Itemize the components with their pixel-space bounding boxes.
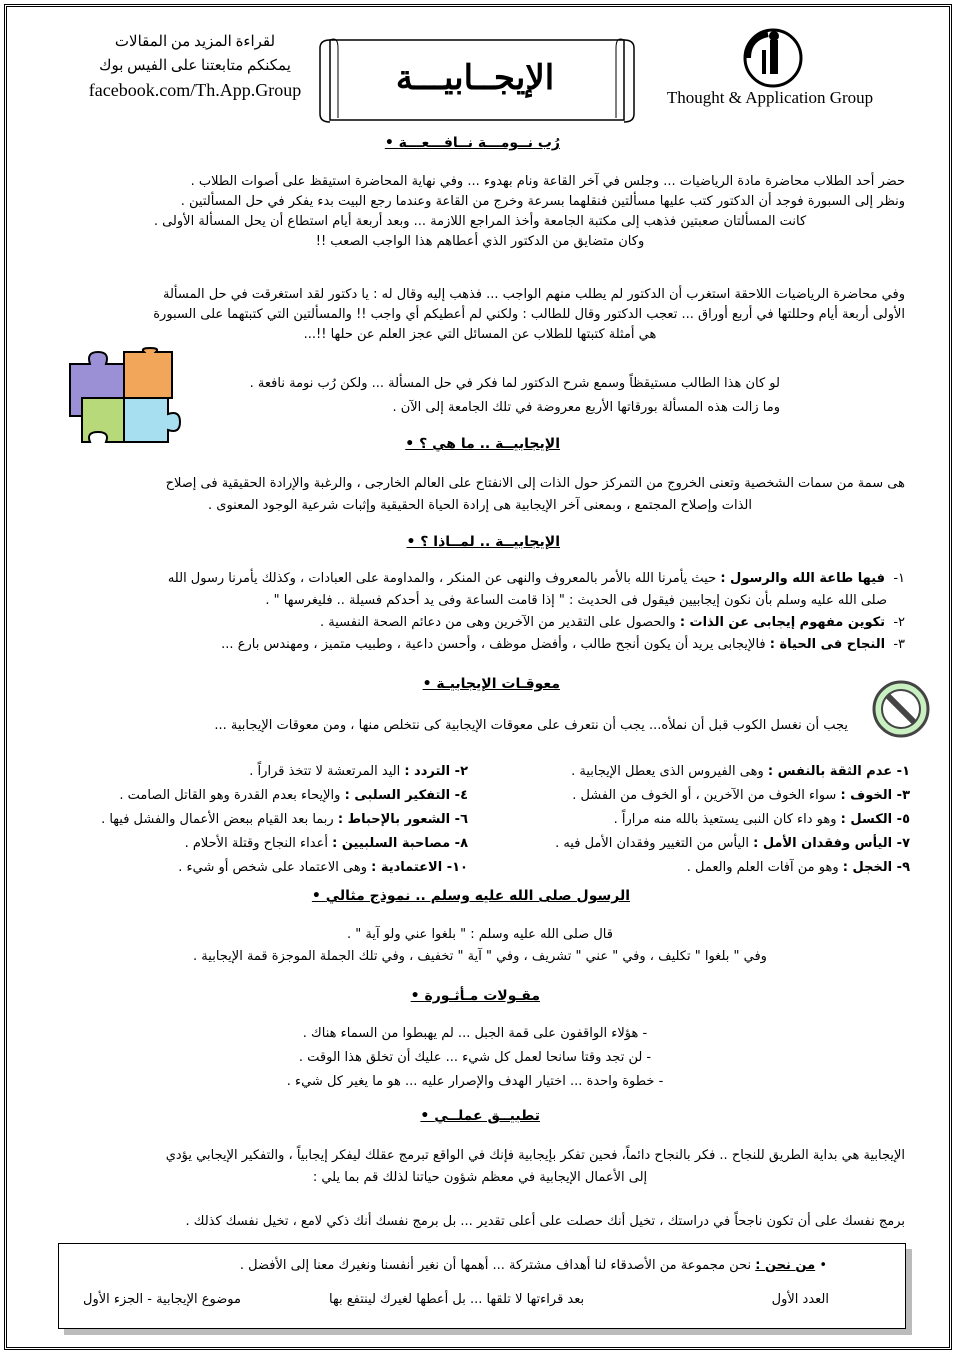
quote-item: - لن تجد وقتا سانحا لعمل كل شيء ... عليك أن تخلق هذا الوقت . bbox=[298, 1050, 652, 1065]
text-line: يجب أن نغسل الكوب قبل أن نملأه... يجب أن نتعرف على معوقات الإيجابية كى نتخلص منها ، ومن معوقات الإيجابية ... bbox=[214, 718, 848, 733]
obstacle-item bbox=[56, 784, 468, 808]
text-line: برمج نفسك على أن تكون ناجحاً في دراستك ، تخيل أنك حصلت على أعلى تقدير ... بل برمج نفسك أنك ذكي لامع ، تخيل نفسك كذلك . bbox=[185, 1214, 905, 1229]
who-text: نحن مجموعة من الأصدقاء لنا أهداف مشتركة ... أهمها أن نغير أنفسنا ونغيرك معنا إلى الأفضل . bbox=[239, 1258, 752, 1273]
text-line: وما زالت هذه المسألة بورقاتها الأربع معروضة في تلك الجامعة إلى الآن . bbox=[392, 400, 780, 415]
section-heading-practical: تطبيــق عملــي • bbox=[380, 1108, 540, 1124]
facebook-info bbox=[70, 30, 320, 102]
text-line: وفي " بلغوا " تكليف ، وفي " عني " تشريف ، وفي " آية " تخفيف ، وفي تلك الجملة الموجزة قمة الإيجابية . bbox=[193, 949, 767, 964]
text-line: كانت المسألتان صعبتين فذهب إلى مكتبة الجامعة وأخذ المراجع اللازمة ... وبعد أربعة أيام استطاع أن يحل المسألة الأولى . bbox=[153, 214, 807, 229]
text-line: الإيجابية هي بداية الطريق للنجاح .. فكر بالنجاح دائماً، فحين تفكر بإيجابية فإنك في الواقع تبرمج عقلك ليفكر إيجابياً ، والتفكير الإيجابي يؤدي bbox=[165, 1148, 905, 1163]
footer-box bbox=[58, 1243, 906, 1329]
section-heading-what-is: الإيجابيــة .. ما هي ؟ • bbox=[360, 436, 560, 452]
section-heading-useful-sleep: رُب نــومـــة نــافـــعـــة • bbox=[360, 135, 560, 151]
obstacle-key: ٢- التردد : bbox=[404, 764, 468, 779]
obstacle-item bbox=[480, 856, 910, 880]
item-number: ٣- bbox=[893, 637, 905, 652]
text-line: ونظر إلى السبورة فوجد أن الدكتور كتب عليها مسألتين فنقلهما بسرعة وخرج من القاعة وعندما رجع البيت بدء يفكر في حل المسألتين . bbox=[180, 194, 905, 209]
item-key: النجاح فى الحياة : bbox=[769, 637, 886, 652]
story-paragraph-3 bbox=[200, 372, 780, 420]
item-text: فالإيجابى يريد أن يكون أنجح طالب ، وأفضل موظف ، وأحسن داعية ، وطبيب متميز ، ومهندس بارع ... bbox=[221, 637, 766, 652]
no-sign-icon bbox=[870, 678, 932, 740]
quote-item: - خطوة واحدة ... اختيار الهدف والإصرار عليه ... هو ما يغير كل شيء . bbox=[286, 1074, 664, 1089]
obstacle-text: ربما بعد القيام ببعض الأعمال والفشل فيها . bbox=[101, 812, 334, 827]
fb-url[interactable]: facebook.com/Th.App.Group bbox=[88, 80, 302, 100]
obstacle-item bbox=[480, 784, 910, 808]
obstacles-left-column bbox=[56, 760, 468, 880]
list-item-continuation bbox=[55, 590, 905, 612]
obstacle-text: سواء الخوف من الآخرين ، أو الخوف من الفشل . bbox=[572, 788, 837, 803]
who-we-are: • من نحن : نحن مجموعة من الأصدقاء لنا أهداف مشتركة ... أهمها أن نغير أنفسنا ونغيرك معنا إلى الأفضل . bbox=[239, 1258, 827, 1273]
obstacle-item bbox=[480, 808, 910, 832]
obstacle-text: وهو داء كان النبى يستعيذ بالله منه مراراً . bbox=[613, 812, 837, 827]
quotes-list bbox=[240, 1022, 710, 1094]
obstacle-key: ١- عدم الثقة بالنفس : bbox=[767, 764, 910, 779]
reading-note: بعد قراءتها لا تلقها ... بل أعطها لغيرك لينتفع بها bbox=[329, 1292, 585, 1307]
obstacle-key: ٥- الكسل : bbox=[840, 812, 910, 827]
list-item bbox=[55, 568, 905, 590]
list-item bbox=[55, 612, 905, 634]
section-heading-prophet-model: الرسول صلى الله عليه وسلم .. نموذج مثالي • bbox=[300, 888, 630, 904]
list-item bbox=[55, 634, 905, 656]
obstacle-key: ٣- الخوف : bbox=[840, 788, 910, 803]
definition-paragraph bbox=[55, 472, 905, 516]
text-line: هي أمثلة كتبتها للطلاب عن المسائل التي عجز العلم عن حلها !!... bbox=[303, 327, 657, 342]
item-number: ١- bbox=[893, 571, 905, 586]
puzzle-icon bbox=[66, 346, 182, 446]
practical-tip bbox=[55, 1210, 905, 1234]
item-key: فيها طاعة الله والرسول : bbox=[720, 571, 886, 586]
page-title: الإيجــابيـــة bbox=[395, 58, 555, 98]
text-line: الذات وإصلاح المجتمع ، وبمعنى آخر الإيجابية هى إرادة الحياة الحقيقية وإثبات شرعية الوجود المعنوى . bbox=[208, 498, 752, 513]
fb-line2: يمكنكم متابعتنا على الفيس بوك bbox=[99, 58, 291, 74]
practical-paragraph bbox=[55, 1144, 905, 1188]
obstacles-right-column bbox=[480, 760, 910, 880]
obstacles-intro bbox=[100, 714, 848, 738]
section-heading-why: الإيجابيــة .. لمــاذا ؟ • bbox=[360, 534, 560, 550]
text-line: إلى الأعمال الإيجابية في معظم شؤون حياتنا لذلك قم بما يلي : bbox=[312, 1170, 648, 1185]
obstacle-item bbox=[56, 856, 468, 880]
obstacle-key: ١٠- الاعتمادية : bbox=[371, 860, 468, 875]
item-text: صلى الله عليه وسلم بأن نكون إيجابيين فيقول فى الحديث : " إذا قامت الساعة وفى يد أحدكم فسيلة .. فليغرسها " . bbox=[265, 593, 887, 608]
obstacle-item bbox=[56, 760, 468, 784]
obstacle-text: اليأس من التغيير وفقدان الأمل فيه . bbox=[555, 836, 749, 851]
issue-number: العدد الأول bbox=[771, 1292, 829, 1307]
group-logo-icon bbox=[740, 28, 806, 90]
topic-label: موضوع الإيجابية - الجزء الأول bbox=[83, 1292, 241, 1307]
section-heading-obstacles: معوقـات الإيجابيـة • bbox=[360, 676, 560, 692]
obstacle-key: ٧- اليأس وفقدان الأمل : bbox=[753, 836, 910, 851]
obstacle-item bbox=[480, 760, 910, 784]
section-heading-quotes: مقـولات مـأثـورة • bbox=[360, 988, 540, 1004]
obstacle-text: وهى الاعتماد على شخص أو شيء . bbox=[178, 860, 367, 875]
item-text: والحصول على التقدير من الآخرين وهى من دعائم الصحة النفسية . bbox=[319, 615, 676, 630]
text-line: وفي محاضرة الرياضيات اللاحقة استغرب أن الدكتور لم يطلب منهم الواجب ... فذهب إليه وقال له : يا دكتور لقد استغرقت في حل المسألة bbox=[163, 287, 905, 302]
text-line: الأولى أربعة أيام وحللتها في أربع أوراق ... تعجب الدكتور وقال للطالب : ولكني لم أعطيكم أي واجب !! والمسألتين التي كتبتهما على السبورة bbox=[153, 307, 905, 322]
who-key: من نحن : bbox=[755, 1258, 816, 1273]
text-line: هى سمة من سمات الشخصية وتعنى الخروج من التمركز حول الذات إلى الانفتاح على العالم الخارجى ، والرغبة والإرادة الحقيقية فى إصلاح bbox=[165, 476, 905, 491]
text-line: حضر أحد الطلاب محاضرة مادة الرياضيات ... وجلس في آخر القاعة ونام بهدوء ... وفي نهاية المحاضرة استيقظ على أصوات الطلاب . bbox=[190, 174, 905, 189]
obstacle-key: ٦- الشعور بالإحباط : bbox=[337, 812, 468, 827]
fb-line1: لقراءة المزيد من المقالات bbox=[114, 34, 276, 50]
text-line: لو كان هذا الطالب مستيقظاً وسمع شرح الدكتور لما فكر في حل المسألة ... ولكن رُب نومة نافعة . bbox=[249, 376, 780, 391]
text-line: قال صلى الله عليه وسلم : " بلغوا عني ولو آية " . bbox=[347, 927, 613, 942]
story-paragraph-1 bbox=[55, 172, 905, 252]
quote-item: - هؤلاء الواقفون على قمة الجبل ... لم يهبطوا من السماء هناك . bbox=[302, 1026, 648, 1041]
obstacle-item bbox=[56, 832, 468, 856]
item-number: ٢- bbox=[893, 615, 905, 630]
group-name: Thought & Application Group bbox=[666, 88, 874, 107]
obstacle-item bbox=[480, 832, 910, 856]
text-line: وكان متضايق من الدكتور الذي أعطاهم هذا الواجب الصعب !! bbox=[315, 234, 645, 249]
story-paragraph-2 bbox=[55, 285, 905, 345]
obstacle-key: ٩- الخجل : bbox=[842, 860, 910, 875]
obstacle-text: أعداء النجاح وقتلة الأحلام . bbox=[184, 836, 328, 851]
obstacle-text: وهى الفيروس الذى يعطل الإيجابية . bbox=[571, 764, 764, 779]
obstacle-text: والإيحاء بعدم القدرة وهو القاتل الصامت . bbox=[119, 788, 341, 803]
item-text: حيث يأمرنا الله بالأمر بالمعروف والنهى عن المنكر ، والمداومة على العبادات ، وكذلك يأمرنا رسول الله bbox=[167, 571, 717, 586]
obstacle-key: ٤- التفكير السلبى : bbox=[344, 788, 468, 803]
obstacle-key: ٨- مصاحبة السلبيين : bbox=[332, 836, 468, 851]
obstacle-text: اليد المرتعشة لا تتخذ قراراً . bbox=[249, 764, 401, 779]
obstacle-text: وهو من آفات العلم والعمل . bbox=[686, 860, 839, 875]
item-key: تكوين مفهوم إيجابى عن الذات : bbox=[679, 615, 886, 630]
obstacle-item bbox=[56, 808, 468, 832]
why-list bbox=[55, 568, 905, 656]
prophet-paragraph bbox=[100, 924, 860, 968]
